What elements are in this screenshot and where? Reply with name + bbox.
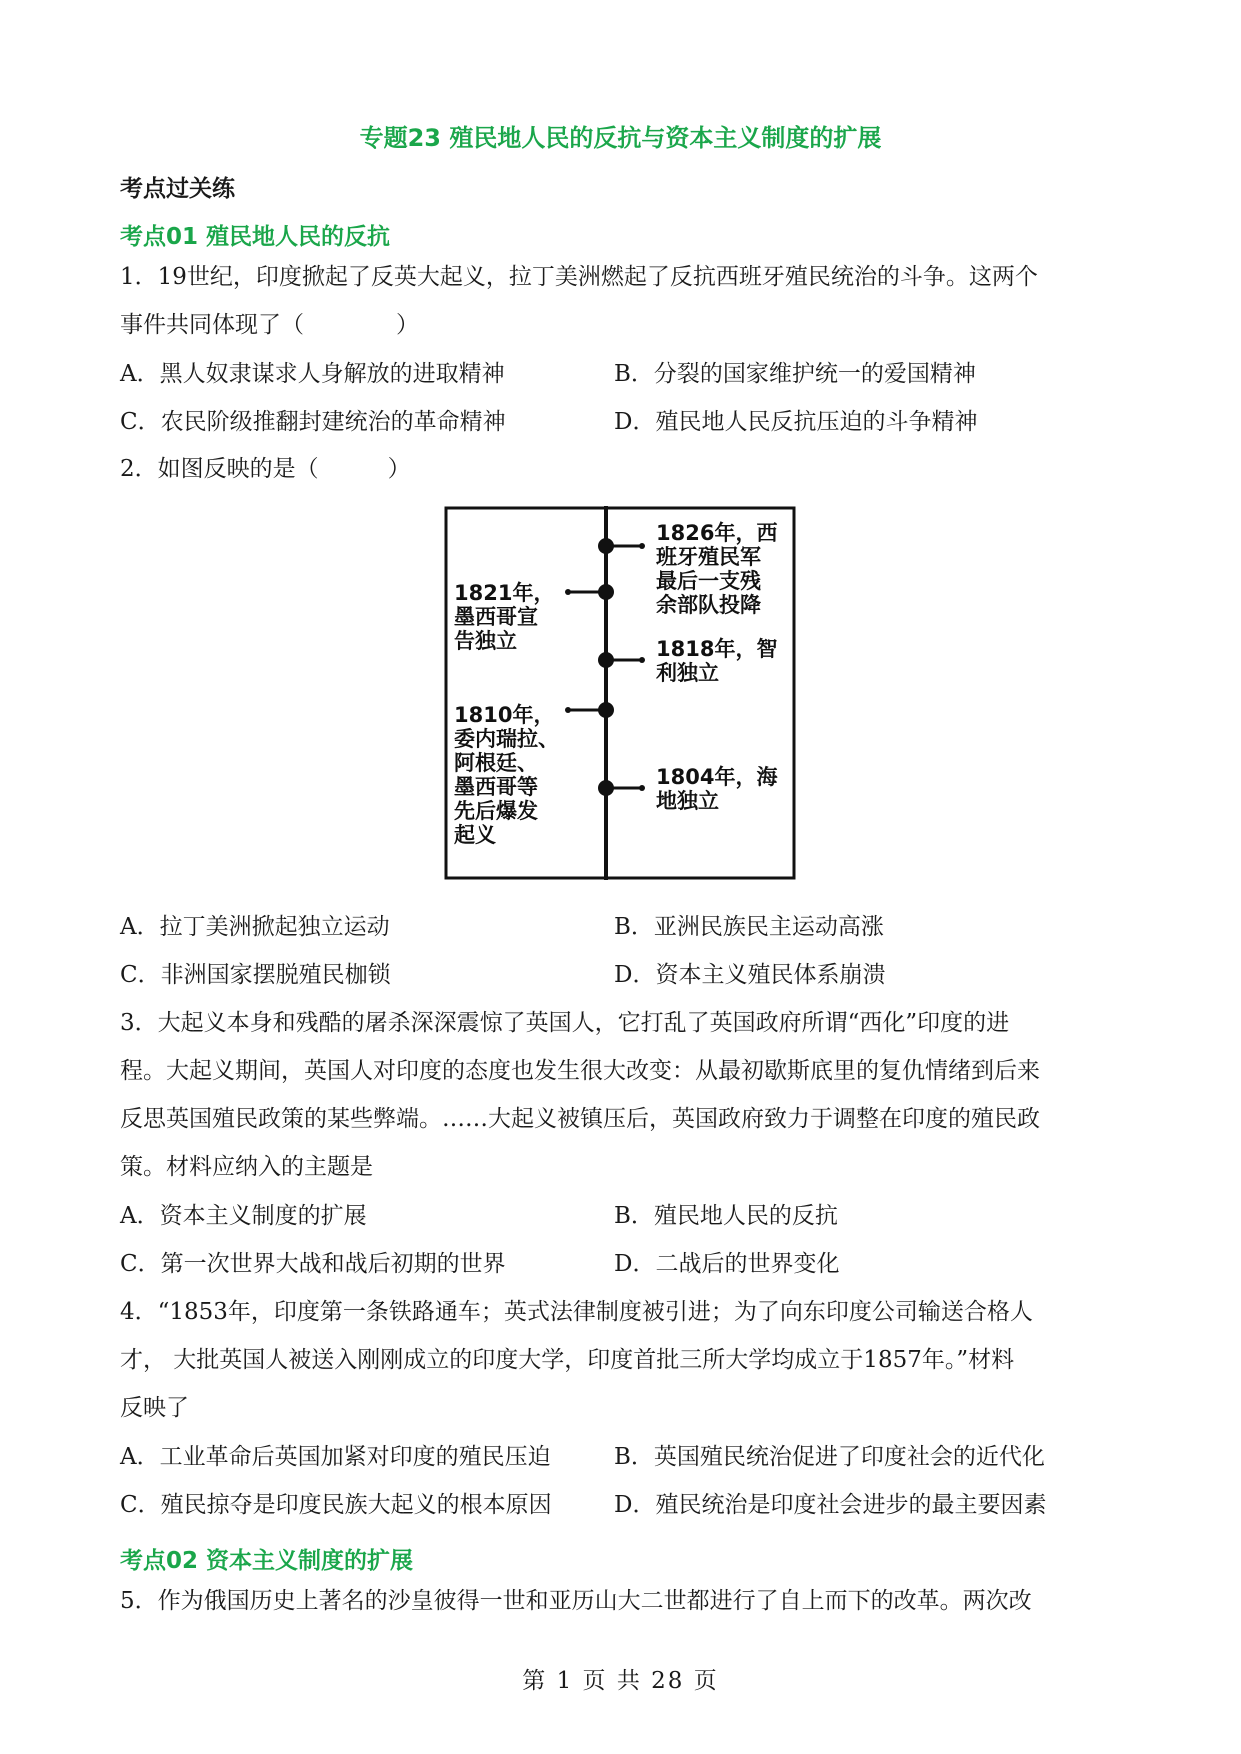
question-3-line-2: 程。大起义期间，英国人对印度的态度也发生很大改变：从最初歇斯底里的复仇情绪到后来	[120, 1058, 1040, 1084]
question-2-option-c: C．非洲国家摆脱殖民枷锁	[120, 962, 391, 988]
question-2-line-1: 2．如图反映的是（ ）	[120, 456, 411, 482]
question-3-option-a: A．资本主义制度的扩展	[120, 1203, 367, 1229]
timeline-label-1804: 1804年，海 地独立	[656, 765, 778, 813]
question-4-option-b: B．英国殖民统治促进了印度社会的近代化	[614, 1444, 1045, 1470]
page-footer: 第 1 页 共 28 页	[522, 1668, 719, 1694]
question-4-option-a: A．工业革命后英国加紧对印度的殖民压迫	[120, 1444, 551, 1470]
question-4-line-3: 反映了	[120, 1395, 189, 1421]
question-3-option-b: B．殖民地人民的反抗	[614, 1203, 838, 1229]
question-1-option-c: C．农民阶级推翻封建统治的革命精神	[120, 409, 506, 435]
question-3-line-1: 3．大起义本身和残酷的屠杀深深震惊了英国人，它打乱了英国政府所谓“西化”印度的进	[120, 1010, 1010, 1036]
timeline-label-1826: 1826年，西 班牙殖民军 最后一支残 余部队投降	[656, 521, 778, 617]
section-heading: 考点过关练	[120, 176, 235, 202]
question-1-option-a: A．黑人奴隶谋求人身解放的进取精神	[120, 361, 505, 387]
question-4-line-1: 4．“1853年，印度第一条铁路通车；英式法律制度被引进；为了向东印度公司输送合格人	[120, 1299, 1033, 1325]
question-2-option-b: B．亚洲民族民主运动高涨	[614, 914, 884, 940]
question-1-option-d: D．殖民地人民反抗压迫的斗争精神	[614, 409, 978, 435]
question-3-line-4: 策。材料应纳入的主题是	[120, 1154, 373, 1180]
question-2-option-a: A．拉丁美洲掀起独立运动	[120, 914, 390, 940]
question-4-line-2: 才， 大批英国人被送入刚刚成立的印度大学，印度首批三所大学均成立于1857年。”材料	[120, 1347, 1015, 1373]
timeline-label-1818: 1818年，智 利独立	[656, 637, 778, 685]
timeline-label-1810: 1810年， 委内瑞拉、 阿根廷、 墨西哥等 先后爆发 起义	[454, 703, 559, 847]
timeline-label-1821: 1821年， 墨西哥宣 告独立	[454, 581, 555, 653]
question-1-line-1: 1．19世纪，印度掀起了反英大起义，拉丁美洲燃起了反抗西班牙殖民统治的斗争。这两个	[120, 264, 1038, 290]
page-title: 专题23 殖民地人民的反抗与资本主义制度的扩展	[359, 124, 882, 152]
topic-heading-2: 考点02 资本主义制度的扩展	[120, 1548, 414, 1574]
question-4-option-d: D．殖民统治是印度社会进步的最主要因素	[614, 1492, 1047, 1518]
topic-heading-1: 考点01 殖民地人民的反抗	[120, 224, 391, 250]
question-1-option-b: B．分裂的国家维护统一的爱国精神	[614, 361, 976, 387]
question-5-line-1: 5．作为俄国历史上著名的沙皇彼得一世和亚历山大二世都进行了自上而下的改革。两次改	[120, 1588, 1032, 1614]
question-3-option-d: D．二战后的世界变化	[614, 1251, 840, 1277]
timeline-figure	[444, 506, 796, 880]
question-4-option-c: C．殖民掠夺是印度民族大起义的根本原因	[120, 1492, 552, 1518]
question-1-line-2: 事件共同体现了（ ）	[120, 312, 419, 338]
question-3-option-c: C．第一次世界大战和战后初期的世界	[120, 1251, 506, 1277]
question-3-line-3: 反思英国殖民政策的某些弊端。……大起义被镇压后，英国政府致力于调整在印度的殖民政	[120, 1106, 1040, 1132]
question-2-option-d: D．资本主义殖民体系崩溃	[614, 962, 886, 988]
